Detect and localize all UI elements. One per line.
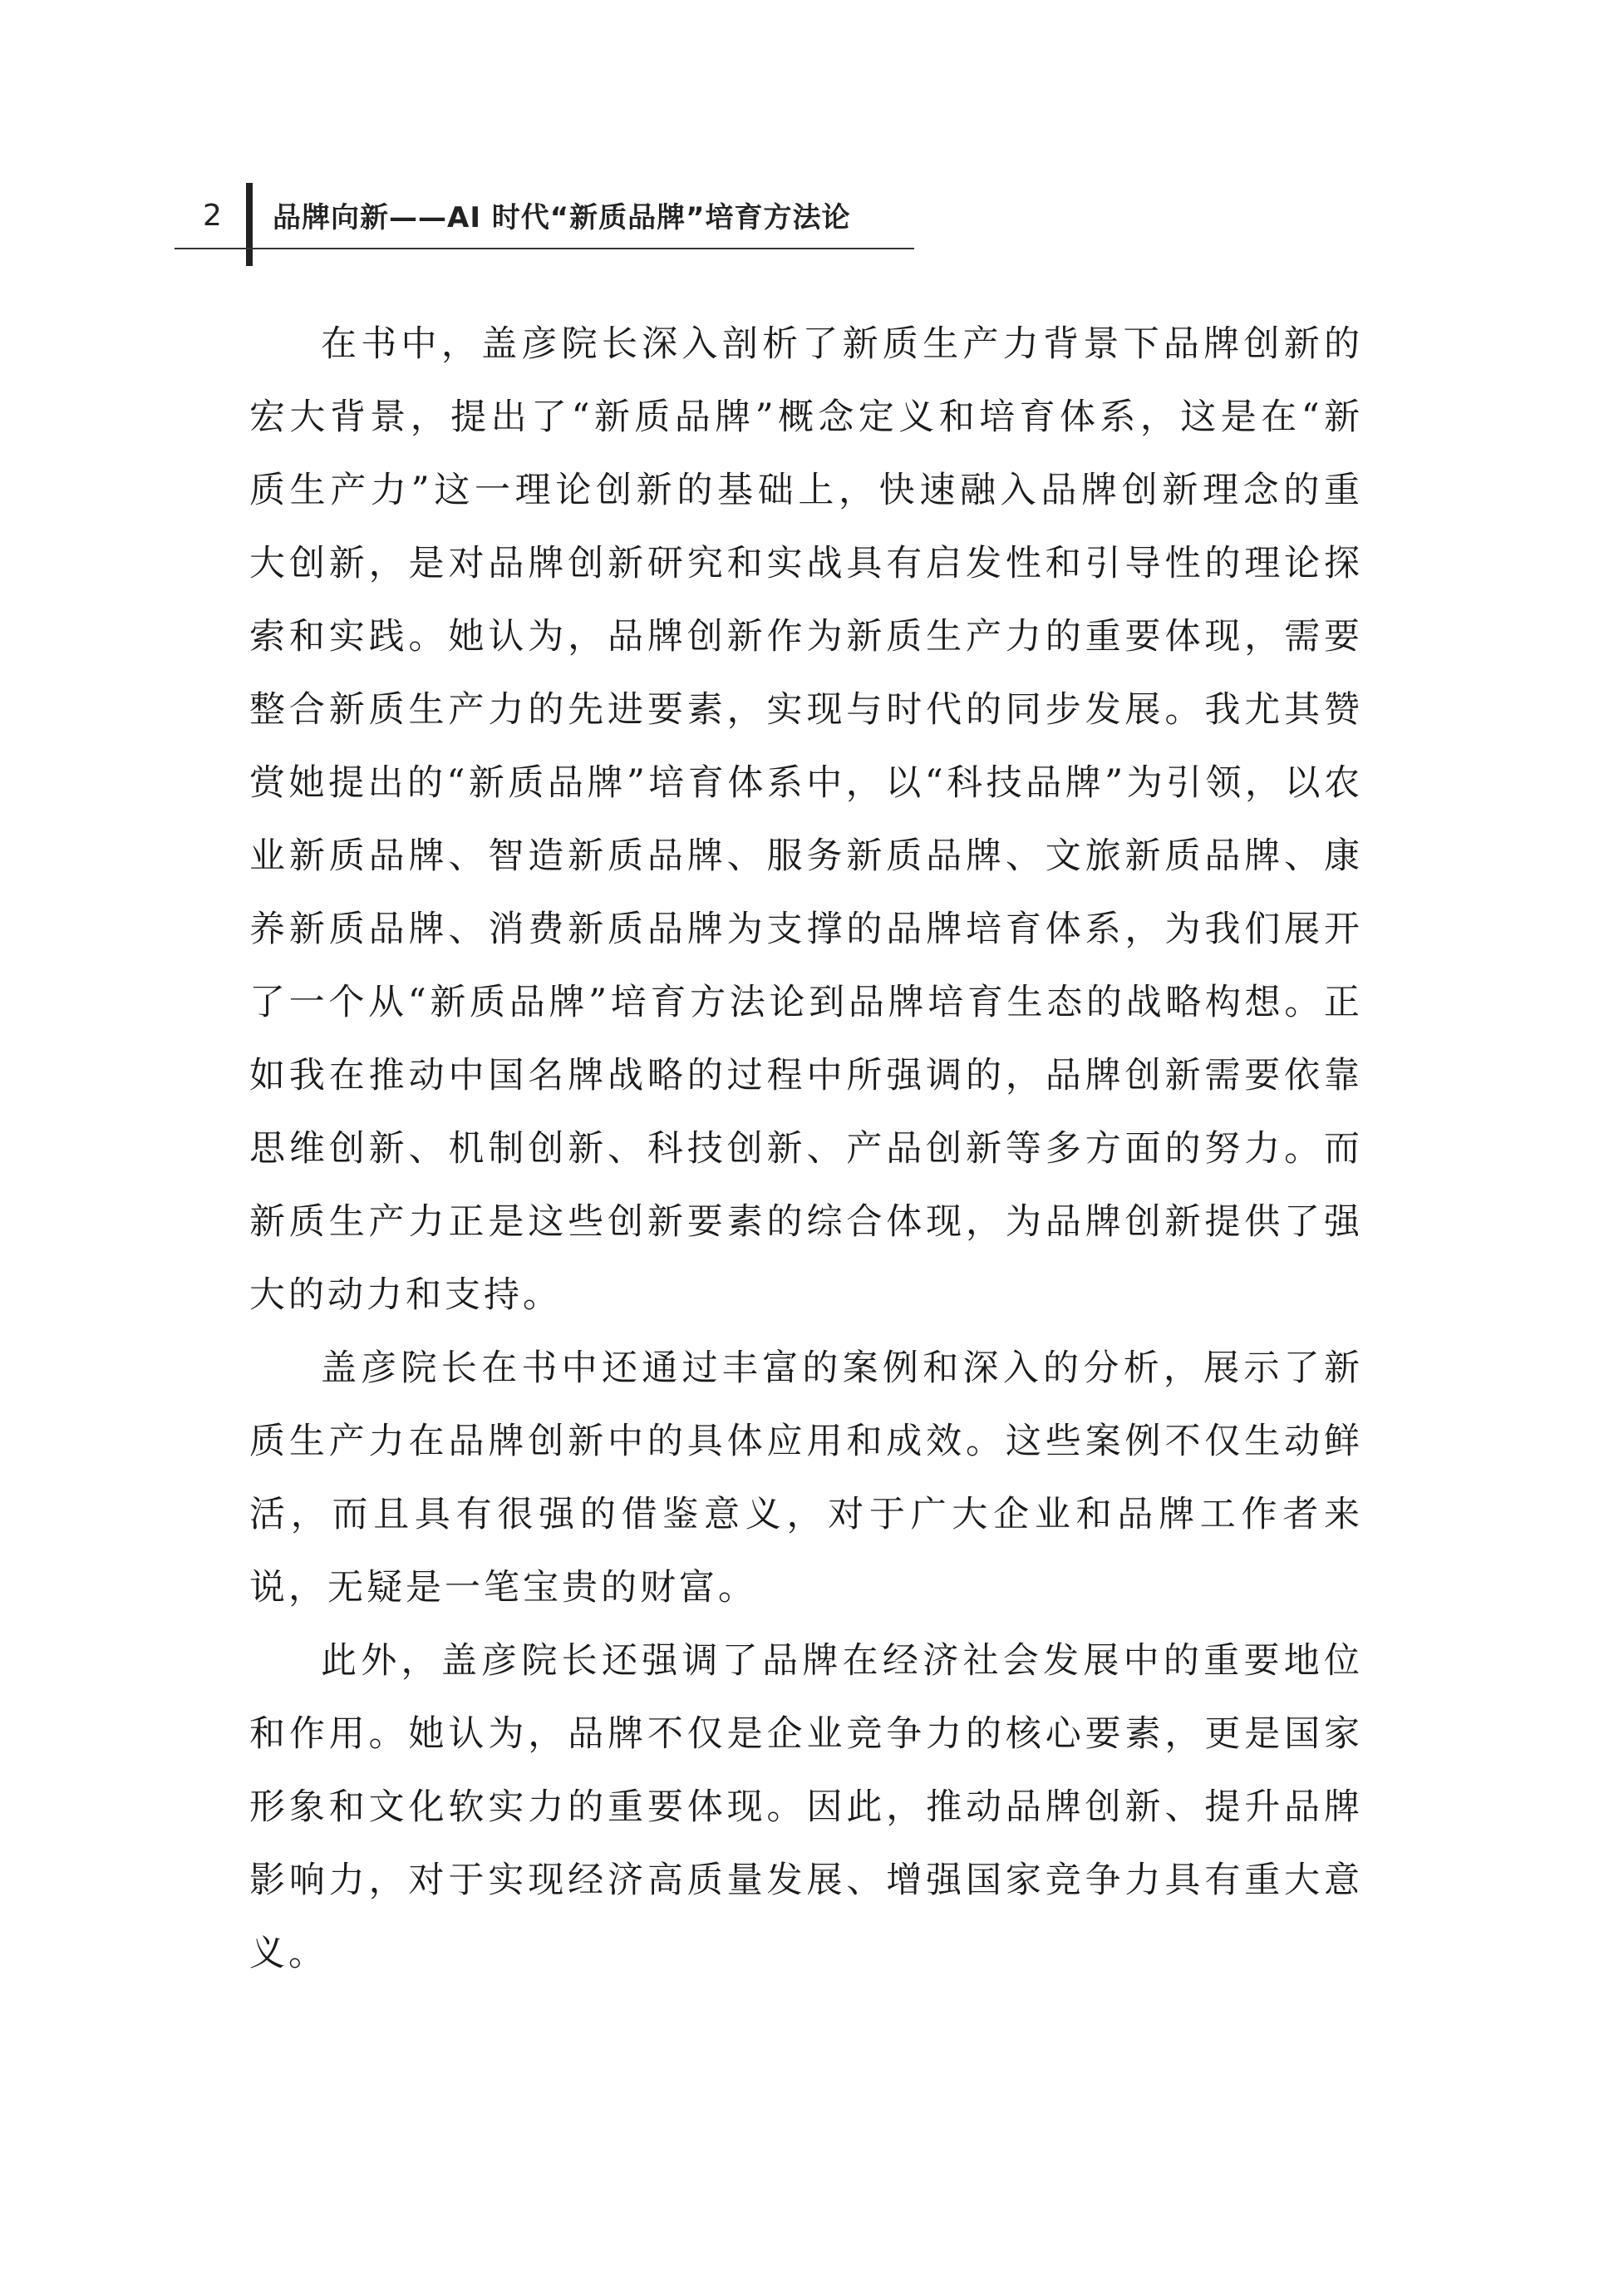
header-rule bbox=[175, 248, 914, 249]
paragraph-2: 盖彦院长在书中还通过丰富的案例和深入的分析，展示了新质生产力在品牌创新中的具体应用和成效。这些案例不仅生动鲜活，而且具有很强的借鉴意义，对于广大企业和品牌工作者来说，无疑是一笔宝贵的财富。 bbox=[249, 1348, 1363, 1609]
header-divider-bar bbox=[246, 183, 253, 266]
paragraph-1: 在书中，盖彦院长深入剖析了新质生产力背景下品牌创新的宏大背景，提出了“新质品牌”概念定义和培育体系，这是在“新质生产力”这一理论创新的基础上，快速融入品牌创新理念的重大创新，是对品牌创新研究和实战具有启发性和引导性的理论探索和实践。她认为，品牌创新作为新质生产力的重要体现，需要整合新质生产力的先进要素，实现与时代的同步发展。我尤其赞赏她提出的“新质品牌”培育体系中，以“科技品牌”为引领，以农业新质品牌、智造新质品牌、服务新质品牌、文旅新质品牌、康养新质品牌、消费新质品牌为支撑的品牌培育体系，为我们展开了一个从“新质品牌”培育方法论到品牌培育生态的战略构想。正如我在推动中国名牌战略的过程中所强调的，品牌创新需要依靠思维创新、机制创新、科技创新、产品创新等多方面的努力。而新质生产力正是这些创新要素的综合体现，为品牌创新提供了强大的动力和支持。 bbox=[249, 323, 1363, 1316]
paragraph-3: 此外，盖彦院长还强调了品牌在经济社会发展中的重要地位和作用。她认为，品牌不仅是企业竞争力的核心要素，更是国家形象和文化软实力的重要体现。因此，推动品牌创新、提升品牌影响力，对于实现经济高质量发展、增强国家竞争力具有重大意义。 bbox=[249, 1640, 1363, 1974]
running-header bbox=[175, 183, 914, 266]
body-text bbox=[249, 308, 1363, 1990]
page-number: 2 bbox=[203, 199, 222, 233]
running-title: 品牌向新——AI 时代“新质品牌”培育方法论 bbox=[273, 201, 851, 234]
